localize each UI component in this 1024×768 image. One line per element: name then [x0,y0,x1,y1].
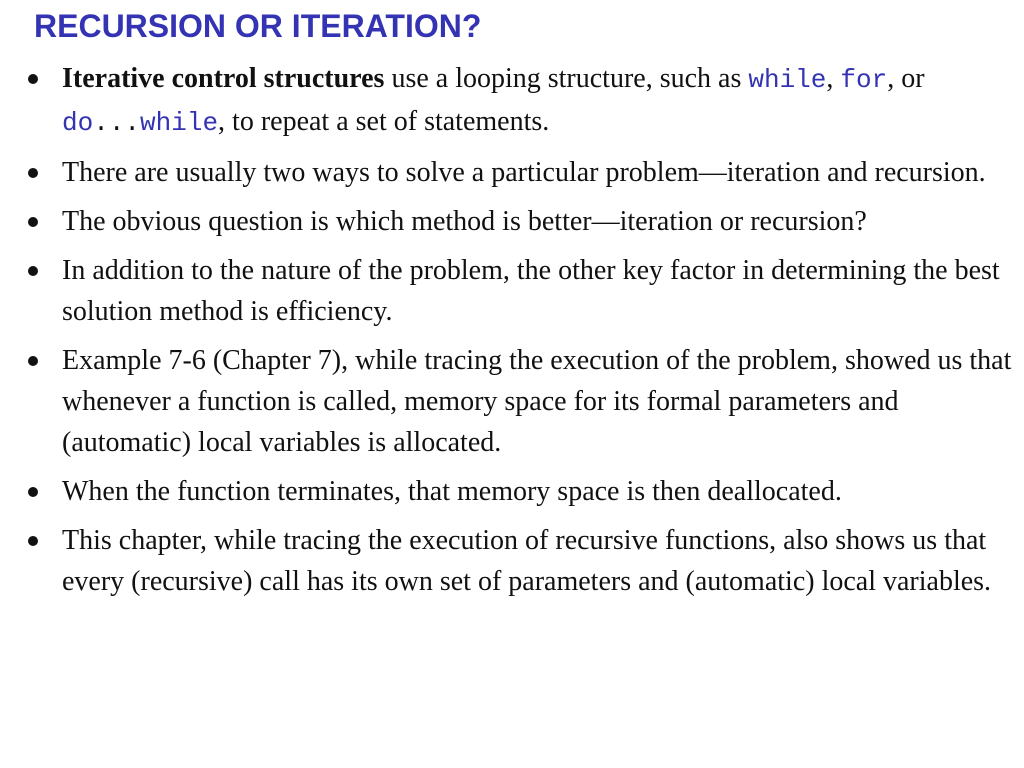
bullet-dot-icon [28,487,38,497]
bullet-item-deallocated [0,471,1024,512]
bullet-dot-icon [28,266,38,276]
bullet-text: In addition to the nature of the problem, the other key factor in determining the best solution method is efficiency. [62,255,1000,327]
code-while: while [140,108,219,138]
term-iterative-control-structures: Iterative control structures [62,63,385,94]
bullet-dot-icon [28,536,38,546]
bullet-text: use a looping structure, such as [384,63,749,94]
bullet-text: , to repeat a set of statements. [218,106,550,137]
bullet-item-which-method [0,201,1024,242]
bullet-item-example-7-6 [0,340,1024,463]
bullet-dot-icon [28,168,38,178]
code-for: for [840,65,888,95]
slide-title: RECURSION OR ITERATION? [34,8,482,44]
bullet-text: The obvious question is which method is better—iteration or recursion? [62,206,867,237]
bullet-dot-icon [28,356,38,366]
bullet-text: , [826,63,841,94]
bullet-text: , or [887,63,925,94]
bullet-text: There are usually two ways to solve a particular problem—iteration and recursion. [62,157,986,188]
code-do: do [62,108,94,138]
bullet-list [0,58,1024,610]
code-while: while [748,65,827,95]
bullet-item-iterative-control [0,58,1024,144]
bullet-dot-icon [28,74,38,84]
bullet-text: Example 7-6 (Chapter 7), while tracing the execution of the problem, showed us that whenever a function is called, memory space for its formal parameters and (automatic) local variables is allocated. [62,345,1012,458]
code-ellipsis: ... [93,108,141,138]
bullet-item-efficiency [0,250,1024,332]
bullet-dot-icon [28,217,38,227]
bullet-item-recursive-calls [0,520,1024,602]
bullet-text: This chapter, while tracing the execution of recursive functions, also shows us that every (recursive) call has its own set of parameters and (automatic) local variables. [62,525,992,597]
bullet-item-two-ways [0,152,1024,193]
bullet-text: When the function terminates, that memory space is then deallocated. [62,476,842,507]
